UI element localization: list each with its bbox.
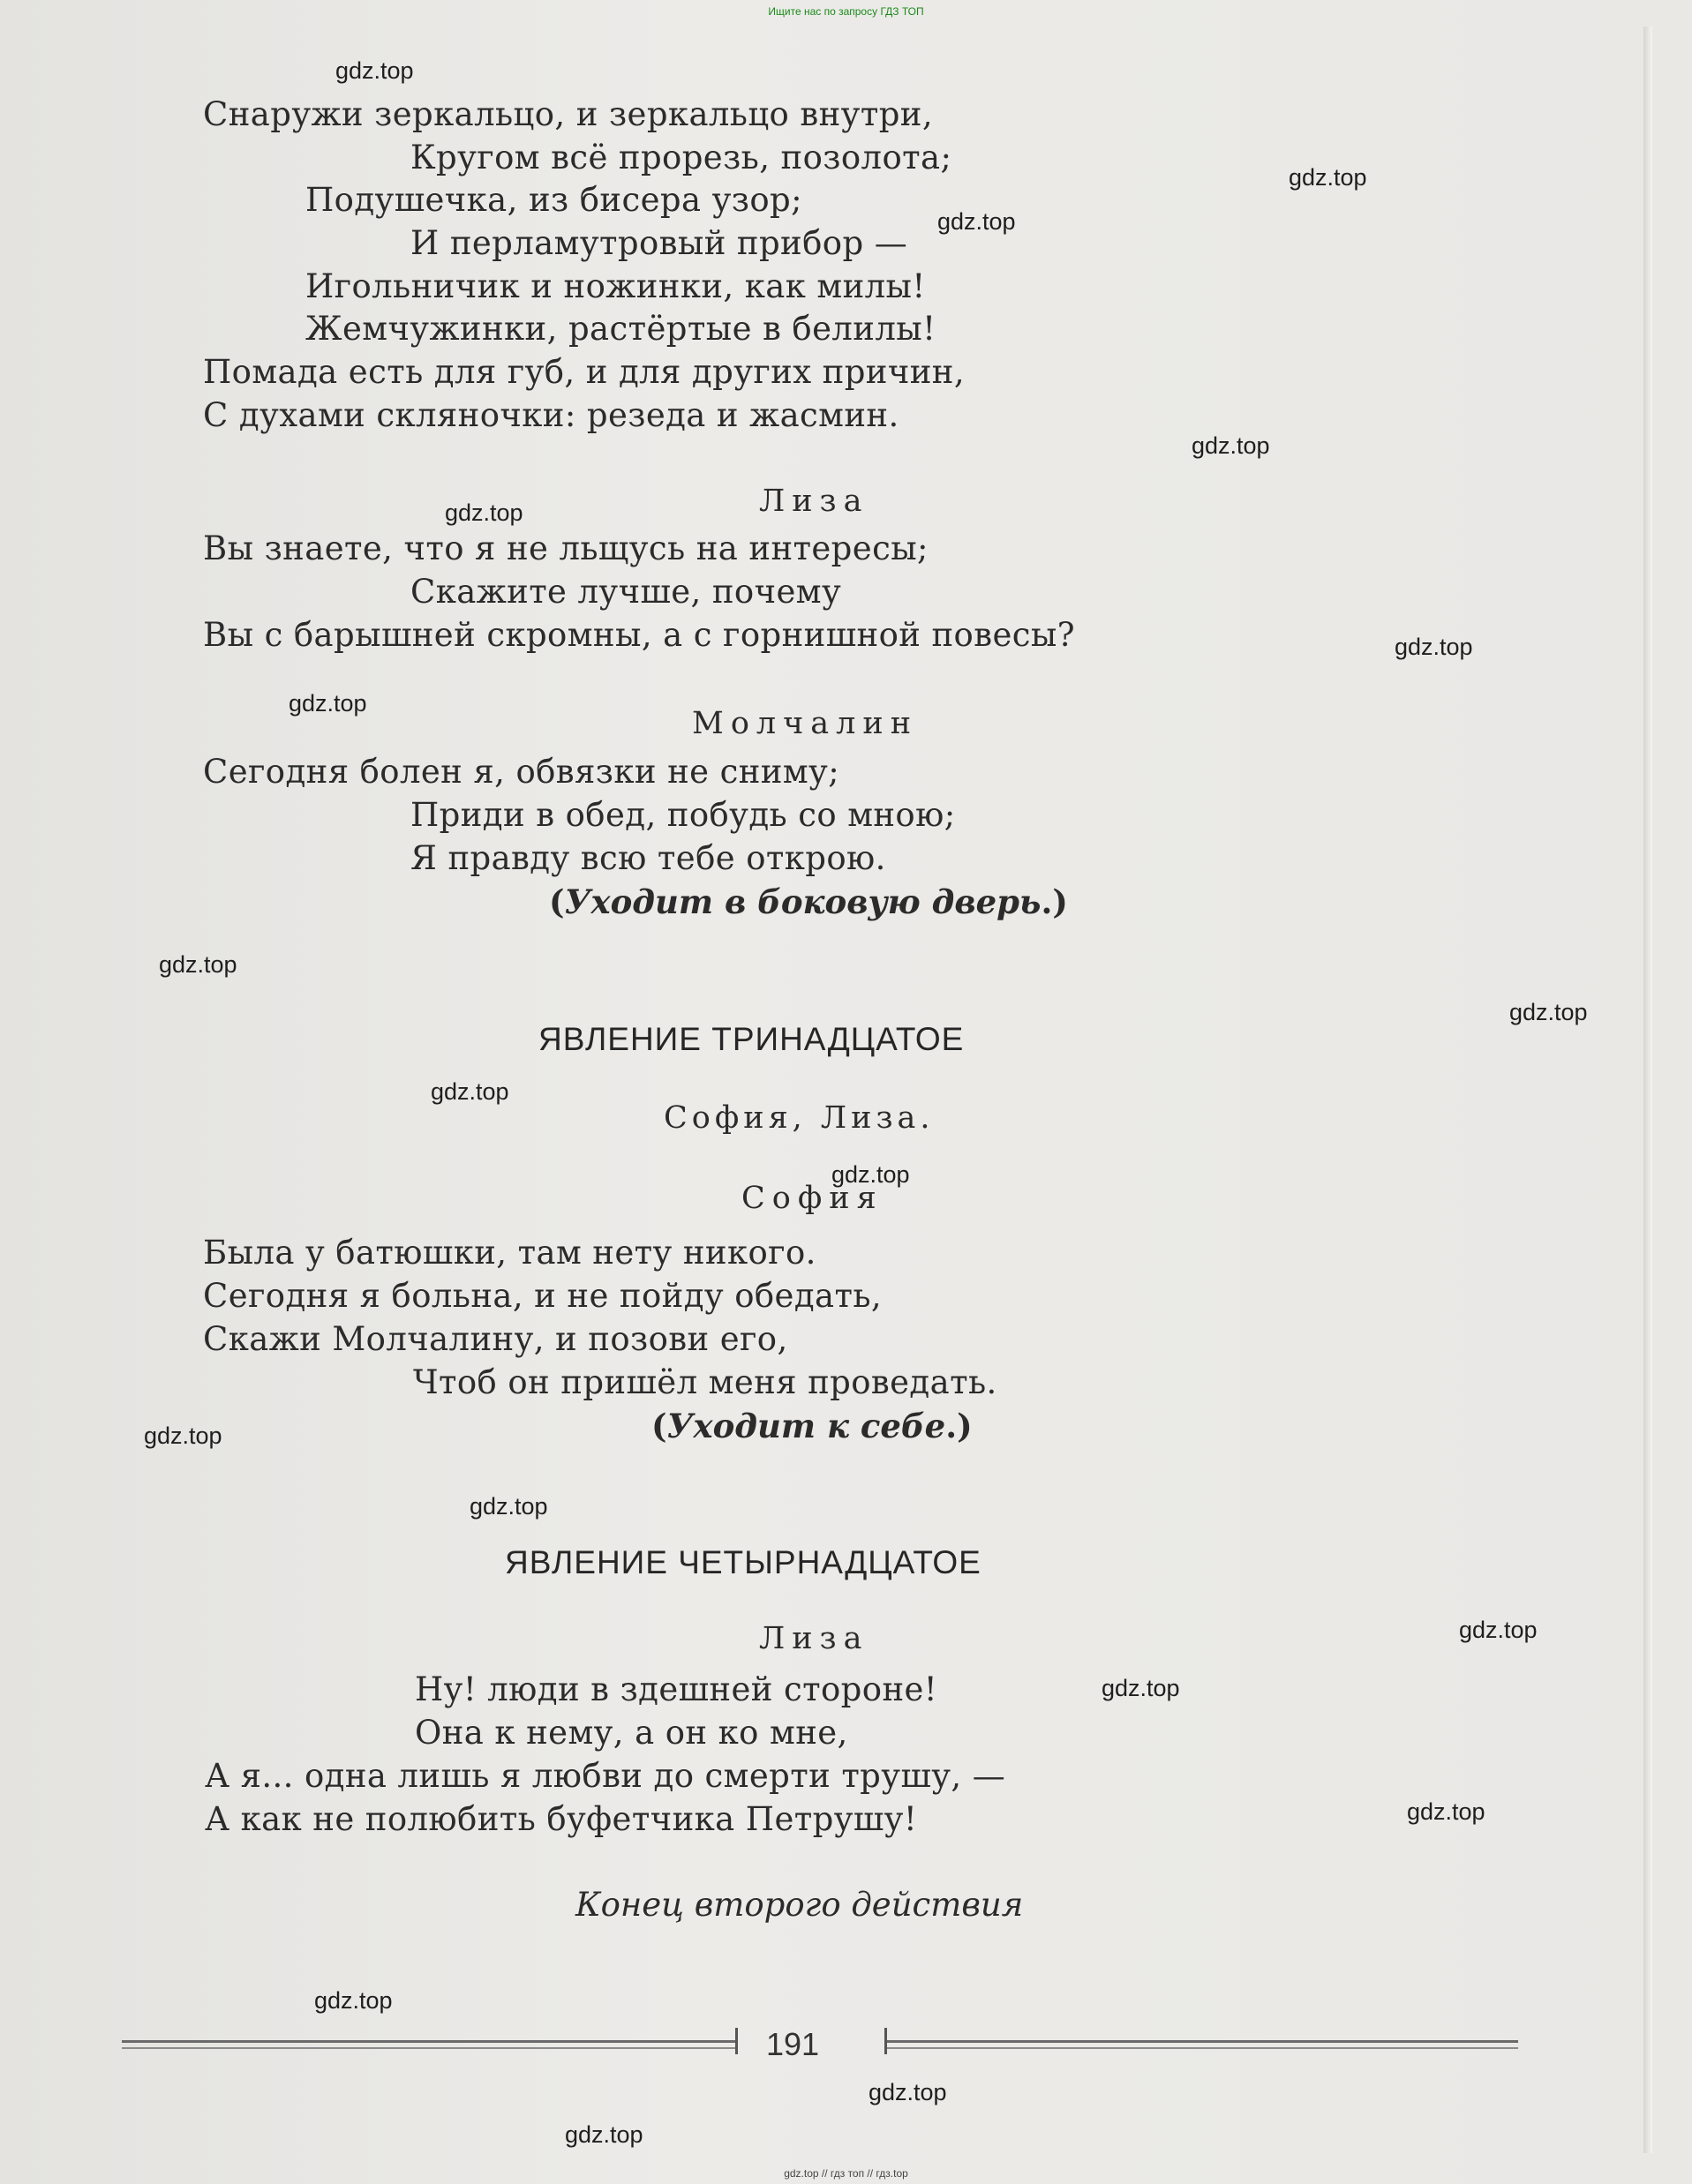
dialogue-line: А я... одна лишь я любви до смерти трушу, — — [205, 1757, 1006, 1795]
watermark: gdz.top — [565, 2121, 643, 2148]
footer-tick — [735, 2028, 738, 2054]
dialogue-line: Вы знаете, что я не льщусь на интересы; — [203, 529, 929, 567]
speaker-name: София — [741, 1181, 884, 1216]
watermark: gdz.top — [335, 57, 414, 84]
verse-line: Кругом всё прорезь, позолота; — [410, 139, 952, 176]
stage-direction: (Уходит к себе.) — [651, 1407, 973, 1445]
scene-title: ЯВЛЕНИЕ ТРИНАДЦАТОЕ — [538, 1021, 965, 1057]
watermark: gdz.top — [831, 1161, 910, 1188]
dialogue-line: Сегодня болен я, обвязки не сниму; — [203, 753, 840, 791]
dialogue-line: А как не полюбить буфетчика Петрушу! — [205, 1800, 918, 1838]
verse-line: Помада есть для губ, и для других причин, — [203, 353, 965, 391]
watermark: gdz.top — [445, 499, 523, 526]
footer-rule-left — [122, 2040, 735, 2043]
speaker-name: Лиза — [759, 484, 869, 519]
scene-title: ЯВЛЕНИЕ ЧЕТЫРНАДЦАТОЕ — [505, 1544, 981, 1580]
dialogue-line: Ну! люди в здешней стороне! — [415, 1670, 938, 1708]
footer-rule-right — [887, 2040, 1518, 2043]
watermark: gdz.top — [937, 208, 1016, 235]
verse-line: И перламутровый прибор — — [410, 224, 908, 262]
dialogue-line: Сегодня я больна, и не пойду обедать, — [203, 1277, 883, 1315]
dialogue-line: Вы с барышней скромны, а с горнишной повесы? — [203, 616, 1075, 654]
page-number: 191 — [766, 2026, 820, 2062]
watermark: gdz.top — [1289, 164, 1367, 191]
bottom-site-note: gdz.top // гдз топ // гдз.top — [784, 2167, 908, 2180]
watermark: gdz.top — [159, 951, 237, 978]
watermark: gdz.top — [869, 2079, 947, 2105]
speaker-name: Молчалин — [692, 706, 919, 741]
page-spine-edge — [1643, 26, 1652, 2153]
watermark: gdz.top — [1459, 1617, 1538, 1643]
top-site-note: Ищите нас по запросу ГДЗ ТОП — [768, 5, 924, 18]
verse-line: Жемчужинки, растёртые в белилы! — [305, 310, 936, 348]
footer-rule-left-thin — [122, 2047, 735, 2049]
watermark: gdz.top — [1407, 1798, 1485, 1825]
dialogue-line: Скажите лучше, почему — [410, 573, 842, 611]
verse-line: Снаружи зеркальцо, и зеркальцо внутри, — [203, 95, 934, 133]
dialogue-line: Я правду всю тебе открою. — [410, 839, 886, 877]
watermark: gdz.top — [1395, 634, 1473, 660]
dialogue-line: Чтоб он пришёл меня проведать. — [413, 1363, 997, 1401]
footer-rule-right-thin — [887, 2047, 1518, 2049]
dialogue-line: Она к нему, а он ко мне, — [415, 1714, 848, 1752]
watermark: gdz.top — [1102, 1675, 1180, 1701]
stage-direction: (Уходит в боковую дверь.) — [549, 882, 1068, 921]
scene-characters: София, Лиза. — [664, 1100, 935, 1136]
dialogue-line: Приди в обед, побудь со мною; — [410, 796, 956, 834]
verse-line: С духами скляночки: резеда и жасмин. — [203, 396, 899, 434]
watermark: gdz.top — [1509, 999, 1588, 1025]
speaker-name: Лиза — [759, 1621, 869, 1656]
watermark: gdz.top — [314, 1987, 393, 2014]
watermark: gdz.top — [470, 1493, 548, 1520]
verse-line: Подушечка, из бисера узор; — [305, 181, 802, 219]
dialogue-line: Была у батюшки, там нету никого. — [203, 1234, 816, 1272]
dialogue-line: Скажи Молчалину, и позови его, — [203, 1320, 788, 1358]
act-ending: Конец второго действия — [575, 1886, 1024, 1924]
watermark: gdz.top — [1192, 432, 1270, 459]
watermark: gdz.top — [289, 690, 367, 717]
watermark: gdz.top — [431, 1078, 509, 1105]
verse-line: Игольничик и ножинки, как милы! — [305, 267, 926, 305]
watermark: gdz.top — [144, 1422, 222, 1449]
